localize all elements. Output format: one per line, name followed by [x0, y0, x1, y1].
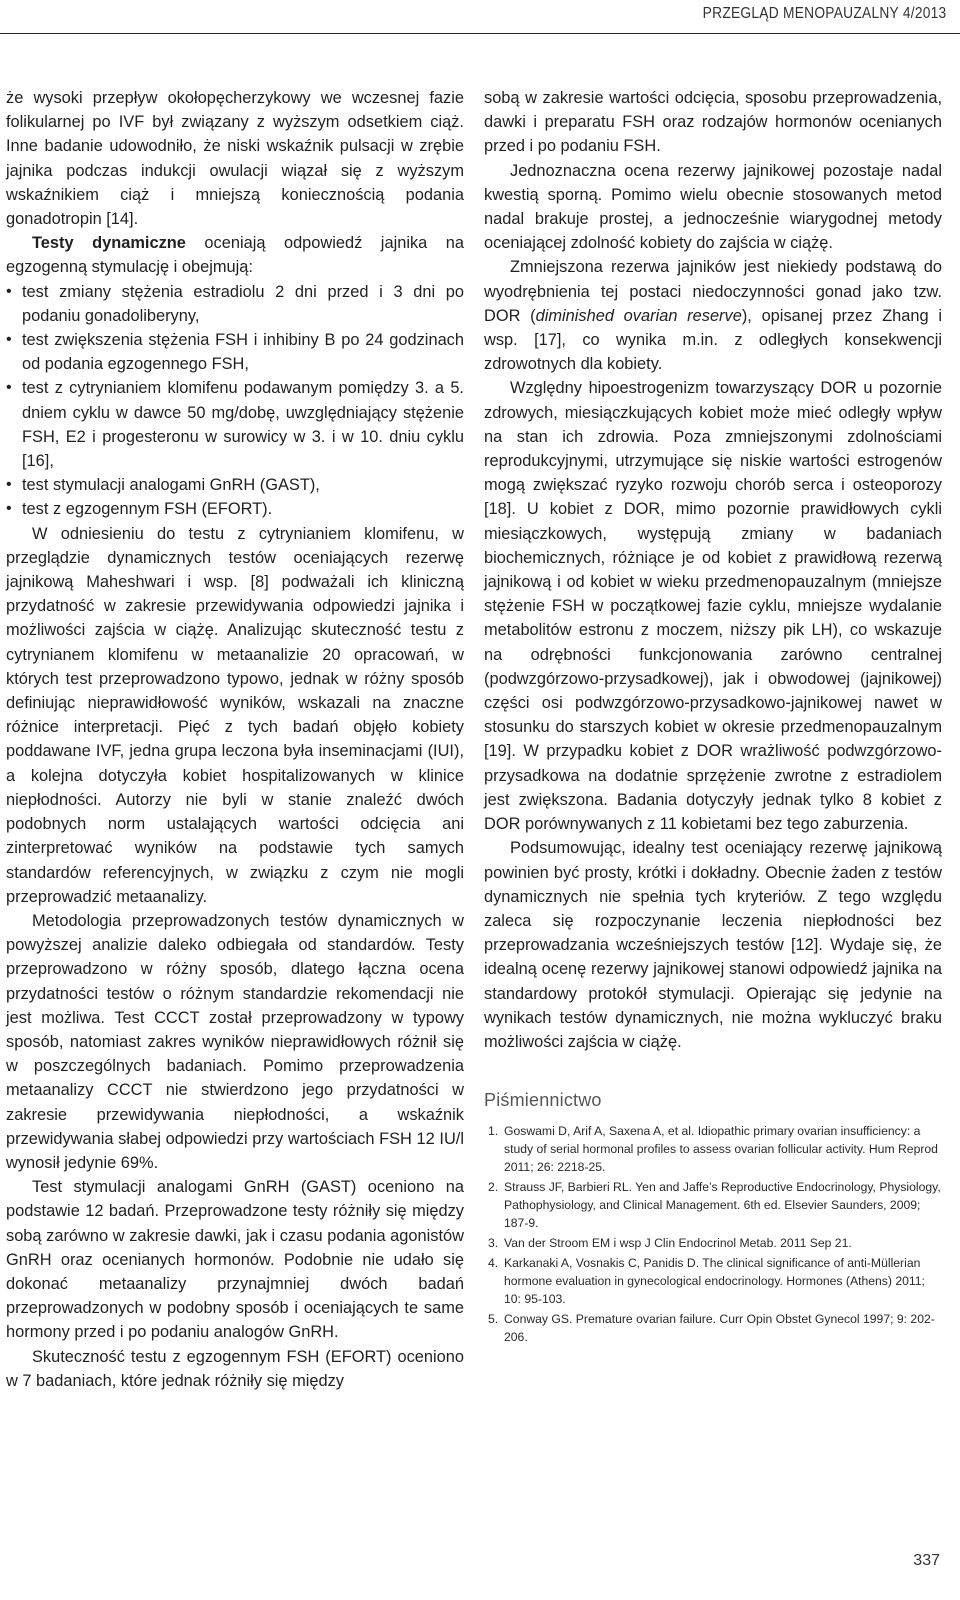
- right-column: [484, 86, 942, 1348]
- paragraph-text: oceniają odpowiedź jajnika na egzogenną stymulację i obejmują:: [6, 234, 464, 277]
- list-item: • test z cytrynianiem klomifenu podawanym pomiędzy 3. a 5. dniem cyklu w dawce 50 mg/dobę, uwzględniający stężenie FSH, E2 i progesteronu w surowicy w 3. i w 10. dniu cyklu [16],: [6, 376, 464, 473]
- left-column: [6, 86, 464, 1393]
- page-number: 337: [913, 1552, 940, 1569]
- dynamic-tests-list: [6, 280, 464, 522]
- bold-term: Testy dynamiczne: [32, 234, 186, 253]
- paragraph: Podsumowując, idealny test oceniający rezerwę jajnikową powinien być prosty, krótki i dokładny. Obecnie żaden z testów dynamicznych nie spełnia tych kryteriów. Z tego względu zaleca się rozpoczynanie leczenia niepłodności bez przeprowadzania wcześniejszych testów [12]. Wydaje się, że idealną ocenę rezerwy jajnikowej stanowi odpowiedź jajnika na standardowy protokół stymulacji. Opierając się jedynie na wynikach testów dynamicznych, nie można wykluczyć braku możliwości zajścia w ciążę.: [484, 839, 942, 1051]
- paragraph: W odniesieniu do testu z cytrynianiem klomifenu, w przeglądzie dynamicznych testów oceniających rezerwę jajnikową Maheshwari i wsp. [8] podważali ich kliniczną przydatność w zakresie przewidywania odpowiedzi jajnika i możliwości zajścia w ciążę. Analizując skuteczność testu z cytrynianem klomifenu w metaanalizie 20 opracowań, w których test przeprowadzono typowo, jednak w różny sposób definiując nieprawidłowość wyników, wskazali na znaczne różnice interpretacji. Pięć z tych badań objęło kobiety poddawane IVF, jedna grupa leczona była inseminacjami (IUI), a kolejna dotyczyła kobiet hospitalizowanych w klinice niepłodności. Autorzy nie byli w stanie znaleźć dwóch podobnych norm ustalających wartości odcięcia ani zinterpretować wyników na podstawie tych samych standardów referencyjnych, w związku z czym nie mogli przeprowadzić metaanalizy.: [6, 524, 464, 906]
- journal-title: PRZEGLĄD MENOPAUZALNY 4/2013: [702, 5, 946, 22]
- reference-item: 5. Conway GS. Premature ovarian failure. Curr Opin Obstet Gynecol 1997; 9: 202-206.: [488, 1312, 935, 1345]
- reference-item: 3. Van der Stroom EM i wsp J Clin Endocrinol Metab. 2011 Sep 21.: [488, 1236, 852, 1251]
- paragraph: sobą w zakresie wartości odcięcia, sposobu przeprowadzenia, dawki i preparatu FSH oraz rodzajów hormonów ocenianych przed i po podaniu FSH.: [484, 89, 942, 156]
- paragraph: Test stymulacji analogami GnRH (GAST) oceniono na podstawie 12 badań. Przeprowadzone testy różniły się między sobą zarówno w zakresie dawki, jak i czasu podania agonistów GnRH oraz ocenianych hormonów. Podobnie nie udało się dokonać metaanalizy przynajmniej dwóch badań przeprowadzonych w podobny sposób i oceniających te same hormony przed i po podaniu analogów GnRH.: [6, 1178, 464, 1342]
- paragraph: że wysoki przepływ okołopęcherzykowy we wczesnej fazie folikularnej po IVF był związany z wyższym odsetkiem ciąż. Inne badanie udowodniło, że niski wskaźnik pulsacji w zrębie jajnika podczas indukcji owulacji wiązał się z wyższym wskaźnikiem ciąż i mniejszą koniecznością podania gonadotropin [14].: [6, 89, 464, 229]
- list-item: • test zmiany stężenia estradiolu 2 dni przed i 3 dni po podaniu gonadoliberyny,: [6, 280, 464, 328]
- paragraph: Jednoznaczna ocena rezerwy jajnikowej pozostaje nadal kwestią sporną. Pomimo wielu obecnie stosowanych metod nadal brakuje prostej, a jednocześnie wiarygodnej metody oceniającej zdolność kobiety do zajścia w ciążę.: [484, 161, 942, 253]
- italic-term: diminished ovarian reserve: [535, 306, 742, 325]
- paragraph: Skuteczność testu z egzogennym FSH (EFORT) oceniono w 7 badaniach, które jednak różniły się między: [6, 1347, 464, 1390]
- list-item: • test zwiększenia stężenia FSH i inhibiny B po 24 godzinach od podania egzogennego FSH,: [6, 328, 464, 376]
- reference-item: 2. Strauss JF, Barbieri RL. Yen and Jaffe’s Reproductive Endocrinology, Physiology, Pathophysiology, and Clinical Management. 6th ed. Elsevier Saunders, 2009; 187-9.: [488, 1180, 941, 1231]
- references-heading: Piśmiennictwo: [484, 1090, 602, 1111]
- reference-item: 1. Goswami D, Arif A, Saxena A, et al. Idiopathic primary ovarian insufficiency: a study of serial hormonal profiles to assess ovarian follicular activity. Hum Reprod 2011; 26: 2218-25.: [488, 1124, 938, 1175]
- list-item: • test z egzogennym FSH (EFORT).: [6, 497, 464, 521]
- list-item: • test stymulacji analogami GnRH (GAST),: [6, 473, 464, 497]
- paragraph: [484, 255, 942, 376]
- reference-item: 4. Karkanaki A, Vosnakis C, Panidis D. The clinical significance of anti-Müllerian hormone evaluation in gynecological endocrinology. Hormones (Athens) 2011; 10: 95-103.: [488, 1256, 925, 1307]
- references-list: [484, 1122, 942, 1346]
- paragraph: [6, 231, 464, 279]
- paragraph: Metodologia przeprowadzonych testów dynamicznych w powyższej analizie daleko odbiegała od standardów. Testy przeprowadzono w różny sposób, dlatego łączna ocena przydatności testów o różnym standardzie rekomendacji nie jest możliwa. Test CCCT został przeprowadzony w typowy sposób, natomiast zakres wyników nieprawidłowych różnił się w poszczególnych badaniach. Pomimo przeprowadzenia metaanalizy CCCT nie stwierdzono jego przydatności w zakresie przewidywania niepłodności, a wskaźnik przewidywania słabej odpowiedzi przy wartościach FSH 12 IU/l wynosił jedynie 69%.: [6, 911, 464, 1172]
- paragraph: Względny hipoestrogenizm towarzyszący DOR u pozornie zdrowych, miesiączkujących kobiet może mieć odległy wpływ na stan ich zdrowia. Poza zmniejszonymi zdolnościami reprodukcyjnymi, utrzymujące się niskie wartości estrogenów mogą zwiększać ryzyko rozwoju chorób serca i osteoporozy [18]. U kobiet z DOR, mimo pozornie prawidłowych cykli miesiączkowych, występują zmiany w badaniach biochemicznych, różniące je od kobiet z prawidłową rezerwą jajnikową i od kobiet w wieku przedmenopauzalnym (mniejsze stężenie FSH w początkowej fazie cyklu, mniejsze wydalanie metabolitów estronu z moczem, niższy pik LH), co wskazuje na odrębności funkcjonowania zarówno centralnej (podwzgórzowo-przysadkowej), jak i obwodowej (jajnikowej) części osi podwzgórzowo-przysadkowo-jajnikowej nawet w stosunku do starszych kobiet w okresie przedmenopauzalnym [19]. W przypadku kobiet z DOR wrażliwość podwzgórzowo-przysadkowa na dodatnie sprzężenie zwrotne z estradiolem jest zwiększona. Badania dotyczyły jednak tylko 8 kobiet z DOR porównywanych z 11 kobietami bez tego zaburzenia.: [484, 379, 942, 834]
- paragraph-text: Zmniejszona rezerwa jajników jest niekiedy podstawą do wyodrębnienia tej postaci niedoczynności gonad jako tzw. DOR (: [484, 258, 942, 325]
- paragraph-text: ), opisanej przez Zhang i wsp. [17], co wynika m.in. z odległych konsekwencji zdrowotnych dla kobiety.: [484, 306, 942, 374]
- page-header: [0, 0, 960, 34]
